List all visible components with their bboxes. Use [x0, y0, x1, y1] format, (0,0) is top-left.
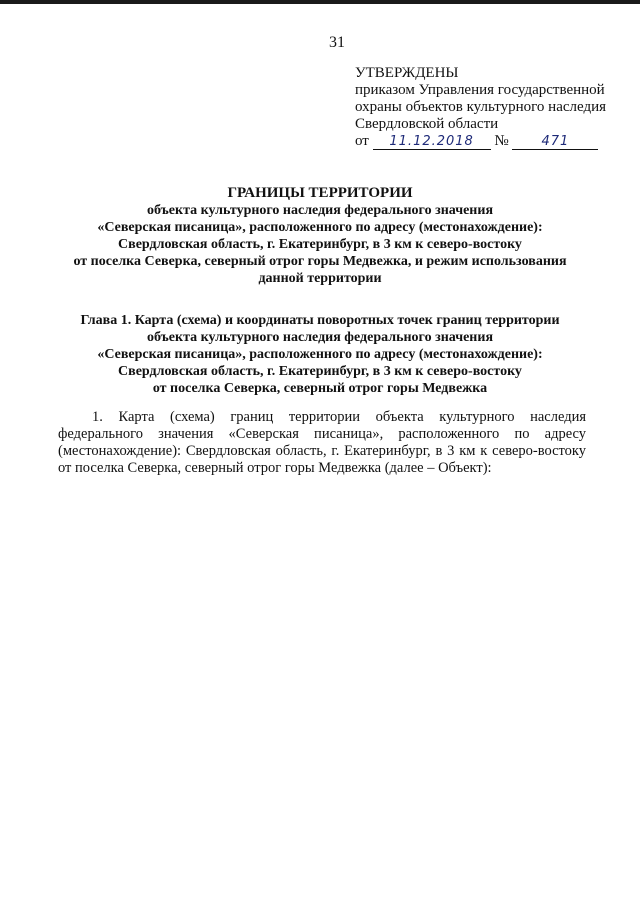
title-line-4: от поселка Северка, северный отрог горы Медвежка, и режим использования — [73, 254, 567, 269]
document-title-block — [40, 184, 600, 287]
approval-line-3: Свердловской области — [355, 116, 499, 132]
title-line-5: данной территории — [258, 271, 382, 286]
approval-line-2: охраны объектов культурного наследия — [355, 99, 607, 115]
title-line-2: «Северская писаница», расположенного по адресу (местонахождение): — [97, 220, 543, 235]
chapter-heading-block — [40, 312, 600, 397]
title-line-3: Свердловская область, г. Екатеринбург, в 3 км к северо-востоку — [118, 237, 522, 252]
page-number: 31 — [329, 34, 345, 51]
approval-heading: УТВЕРЖДЕНЫ — [355, 65, 459, 81]
approval-date-row — [355, 133, 635, 150]
chapter-line-1: Глава 1. Карта (схема) и координаты поворотных точек границ территории — [80, 313, 560, 328]
document-title: ГРАНИЦЫ ТЕРРИТОРИИ — [227, 185, 413, 201]
handwritten-date: 11.12.2018 — [373, 134, 491, 150]
handwritten-number: 471 — [512, 134, 598, 150]
scan-top-edge — [0, 0, 640, 4]
title-line-1: объекта культурного наследия федерального значения — [146, 203, 494, 218]
date-prefix: от — [355, 133, 369, 149]
approval-line-1: приказом Управления государственной — [355, 82, 605, 98]
number-prefix: № — [494, 133, 509, 149]
chapter-line-3: «Северская писаница», расположенного по адресу (местонахождение): — [97, 347, 543, 362]
chapter-line-2: объекта культурного наследия федерального значения — [146, 330, 494, 345]
chapter-line-5: от поселка Северка, северный отрог горы Медвежка — [152, 381, 488, 396]
approval-block — [355, 65, 635, 150]
chapter-line-4: Свердловская область, г. Екатеринбург, в 3 км к северо-востоку — [118, 364, 522, 379]
paragraph-1: 1. Карта (схема) границ территории объекта культурного наследия федерального значения «Северская писаница», расположенного по адресу (местонахождение): Свердловская область, г. Екатеринбург, в 3 км к северо-востоку от поселка Северка, северный отрог горы Медвежка (далее – Объект): — [58, 409, 586, 476]
